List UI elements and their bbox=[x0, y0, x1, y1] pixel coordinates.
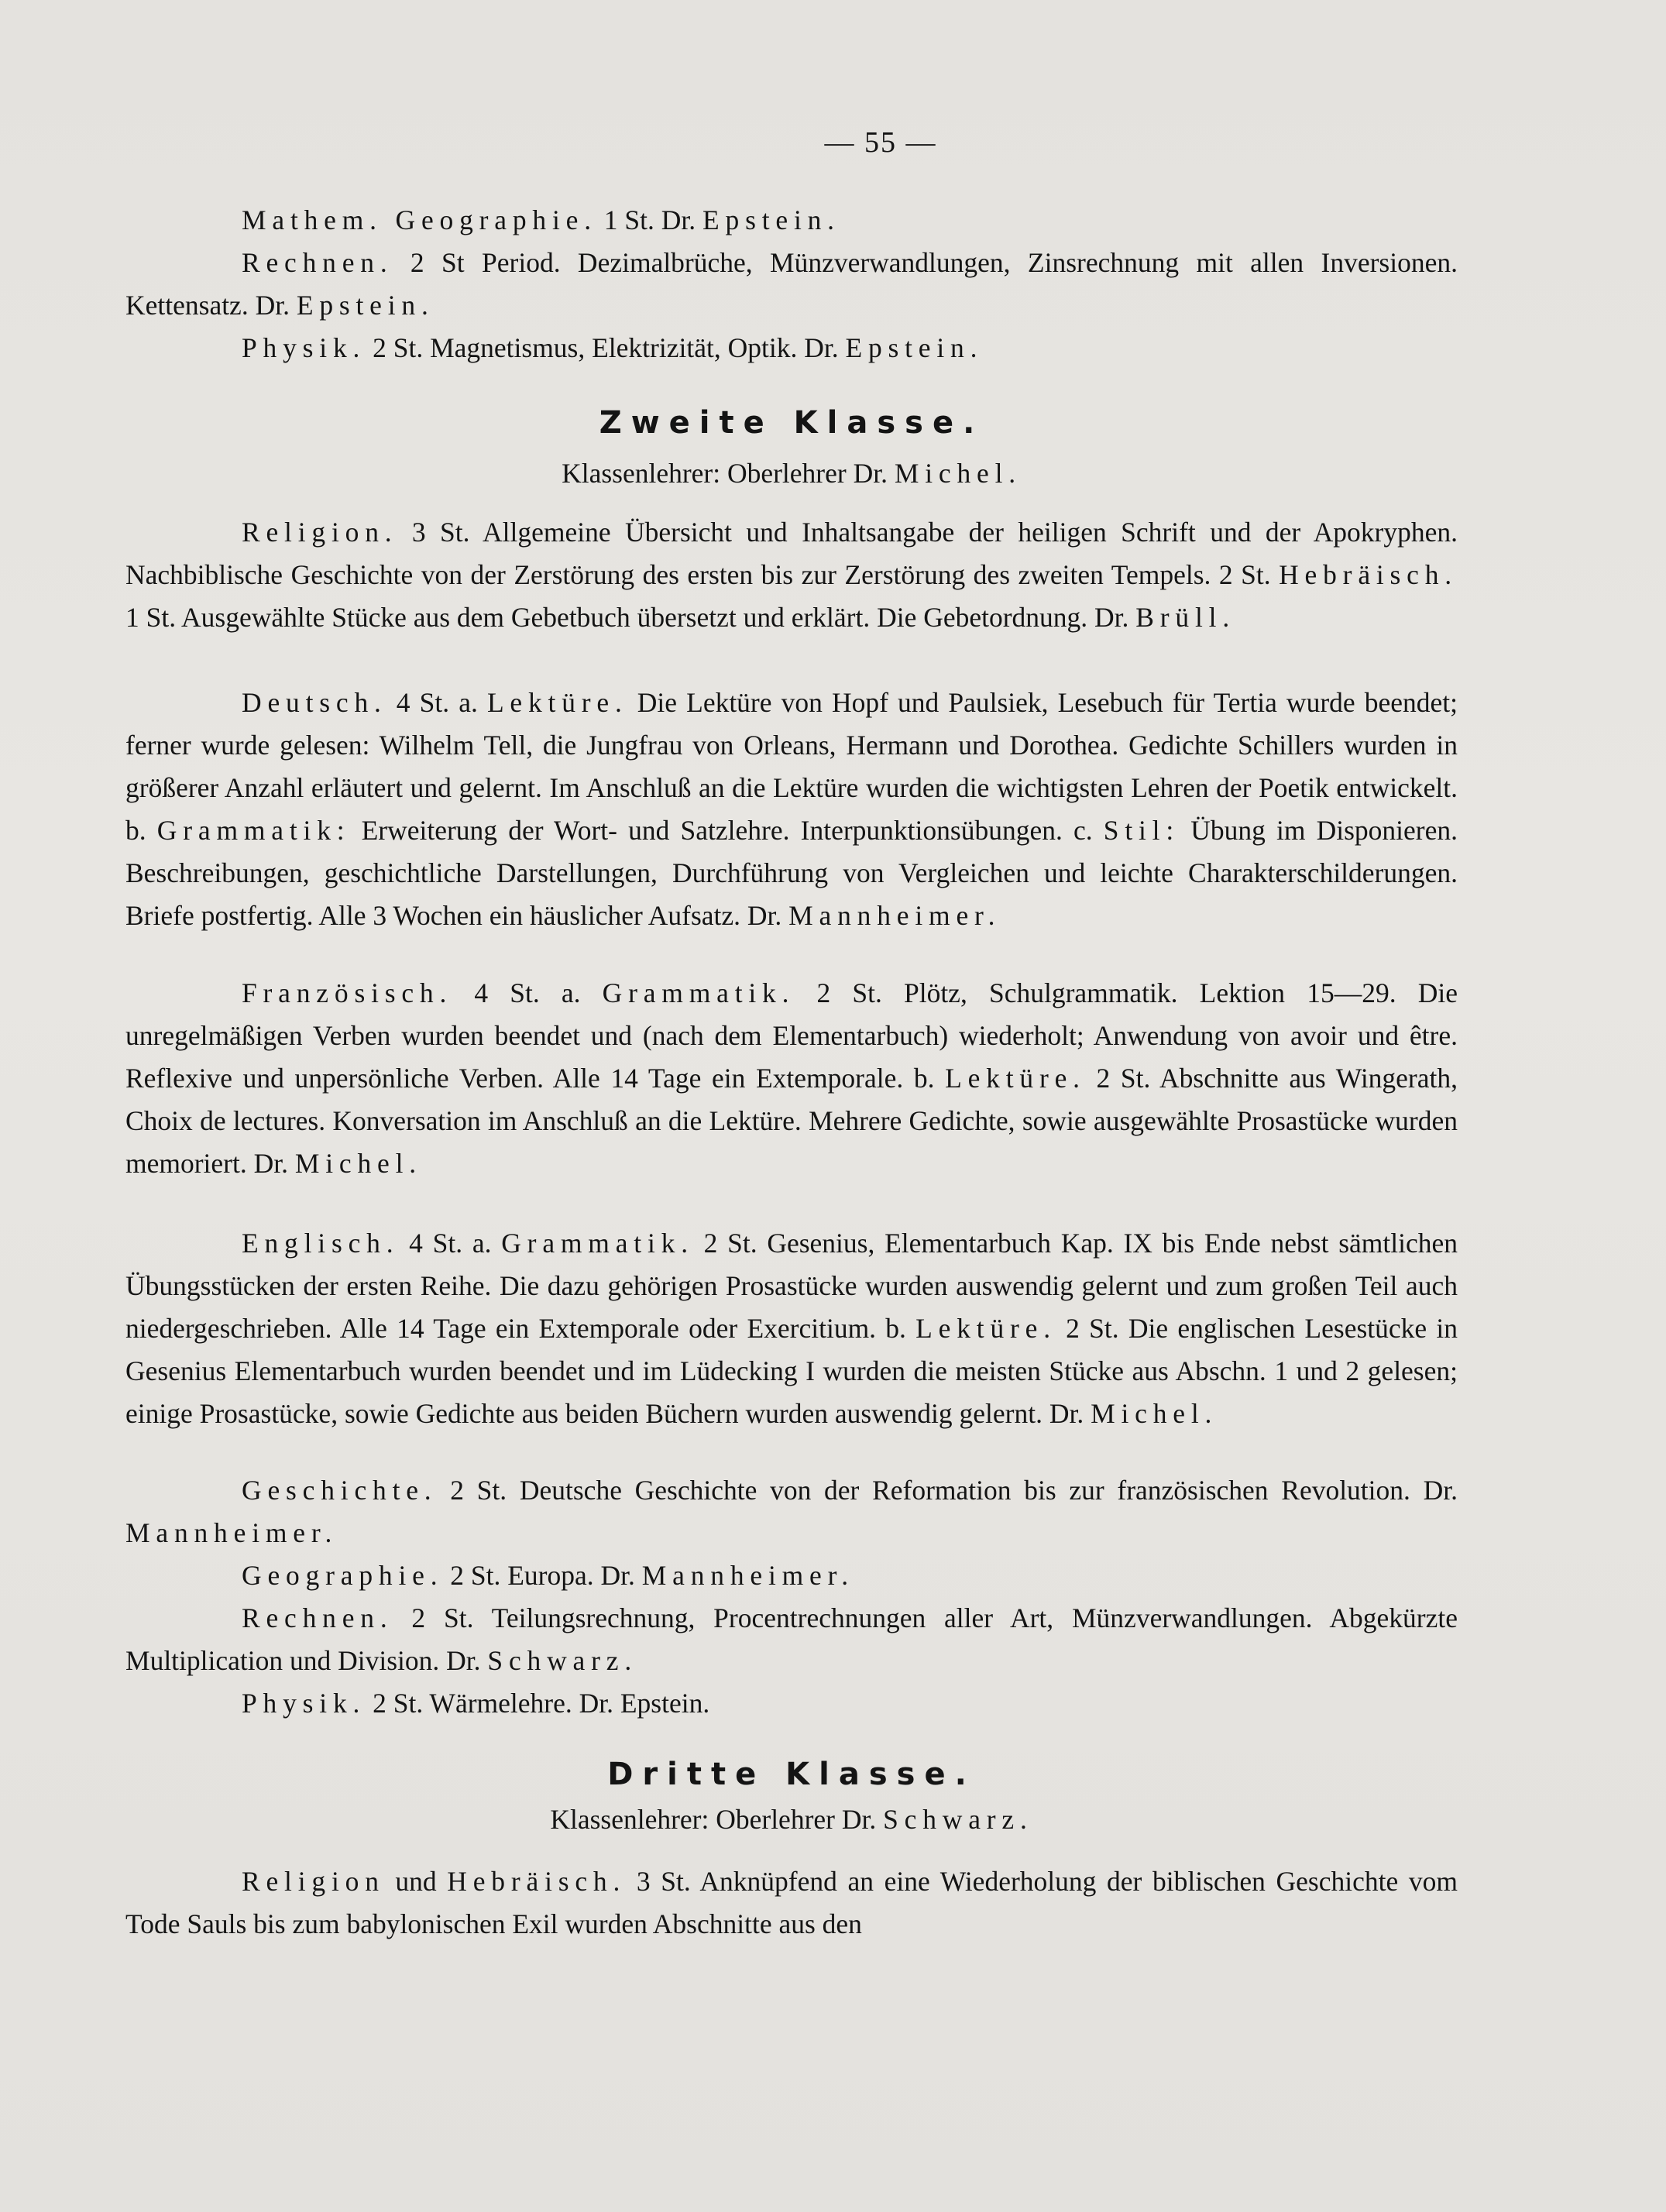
paragraph-text: 4 St. a. bbox=[399, 1228, 502, 1259]
paragraph-franzoesisch bbox=[125, 972, 1458, 1185]
paragraph-text: 2 St. Deutsche Geschichte von der Reformation bis zur französischen Revolution. Dr. bbox=[437, 1475, 1458, 1506]
paragraph-text: 1 St. Ausgewählte Stücke aus dem Gebetbuch übersetzt und erklärt. Die Gebetordnung. Dr. bbox=[125, 602, 1136, 633]
subject-label: Rechnen. bbox=[242, 1602, 393, 1633]
subject-label: Grammatik. bbox=[501, 1228, 694, 1259]
subject-label: Geschichte. bbox=[242, 1475, 438, 1506]
paragraph-text: 4 St. a. bbox=[386, 687, 487, 718]
subject-label: Mathem. Geographie. bbox=[242, 204, 597, 235]
teacher-name: Schwarz. bbox=[487, 1645, 637, 1676]
subject-label: Religion. bbox=[242, 517, 398, 548]
subject-label: Lektüre. bbox=[486, 687, 628, 718]
paragraph-rechnen-zweite bbox=[125, 1597, 1458, 1682]
teacher-name: Michel. bbox=[294, 1148, 422, 1179]
subject-label: Physik. bbox=[242, 1688, 366, 1719]
paragraph-rechnen bbox=[125, 242, 1458, 327]
paragraph-text: und bbox=[384, 1866, 448, 1897]
page-number: — 55 — bbox=[824, 126, 937, 159]
class-teacher-line bbox=[125, 457, 1458, 489]
section-heading-dritte-klasse: Dritte Klasse. bbox=[607, 1757, 976, 1792]
subject-label: Rechnen. bbox=[242, 247, 393, 278]
subject-label: Lektüre. bbox=[915, 1313, 1056, 1344]
paragraph-text: 2 St. Magnetismus, Elektrizität, Optik. Dr. bbox=[366, 332, 846, 363]
paragraph-text: 2 St. Wärmelehre. Dr. Epstein. bbox=[366, 1688, 710, 1719]
teacher-name: Mannheimer. bbox=[125, 1517, 338, 1548]
subject-label: Englisch. bbox=[242, 1228, 400, 1259]
class-teacher-line bbox=[125, 1803, 1458, 1836]
paragraph-physik-zweite bbox=[125, 1682, 1458, 1725]
subject-label: Grammatik. bbox=[602, 977, 795, 1008]
paragraph-text: 2 St. Europa. Dr. bbox=[443, 1560, 642, 1591]
teacher-name: Michel. bbox=[1091, 1398, 1218, 1429]
teacher-name: Mannheimer. bbox=[641, 1560, 854, 1591]
subject-label: Religion bbox=[242, 1866, 385, 1897]
paragraph-religion-dritte bbox=[125, 1860, 1458, 1946]
paragraph-text: 2 St. Die englischen Lesestücke in Gesenius Elementarbuch wurden beendet und im Lüdecking I wurden die meisten Stücke aus Abschn. 1 und 2 gelesen; einige Prosastücke, sowie Gedichte aus beiden Büchern wurden auswendig gelernt. Dr. bbox=[125, 1313, 1458, 1429]
paragraph-physik bbox=[125, 327, 1458, 369]
subject-label: Französisch. bbox=[242, 977, 453, 1008]
paragraph-text: 2 St. Plötz, Schulgrammatik. Lektion 15—29. Die unregelmäßigen Verben wurden beendet und (nach dem Elementarbuch) wiederholt; Anwendung von avoir und être. Reflexive und unpersönliche Verben. Alle 14 Tage ein Extemporale. b. bbox=[125, 977, 1458, 1094]
subject-label: Physik. bbox=[242, 332, 366, 363]
teacher-name: Epstein. bbox=[296, 290, 435, 321]
paragraph-text: Übung im Disponieren. Beschreibungen, geschichtliche Darstellungen, Durchführung von Vergleichen und leichte Charakterschilderungen. Briefe postfertig. Alle 3 Wochen ein häuslicher Aufsatz. Dr. bbox=[125, 815, 1458, 931]
paragraph-text: 2 St Period. Dezimalbrüche, Münzverwandlungen, Zinsrechnung mit allen Inversionen. Kettensatz. Dr. bbox=[125, 247, 1458, 321]
paragraph-deutsch bbox=[125, 682, 1458, 937]
subject-label: Hebräisch. bbox=[1279, 559, 1458, 590]
paragraph-text: 2 St. Teilungsrechnung, Procentrechnungen aller Art, Münzverwandlungen. Abgekürzte Multiplication und Division. Dr. bbox=[125, 1602, 1458, 1676]
teacher-name: Epstein. bbox=[845, 332, 984, 363]
subject-label: Grammatik: bbox=[156, 815, 351, 846]
section-heading-zweite-klasse: Zweite Klasse. bbox=[599, 405, 984, 441]
paragraph-text: 2 St. Gesenius, Elementarbuch Kap. IX bis Ende nebst sämtlichen Übungsstücken der ersten Reihe. Die dazu gehörigen Prosastücke wurden auswendig gelernt und zum großen Teil auch niedergeschrieben. Alle 14 Tage ein Extemporale oder Exercitium. b. bbox=[125, 1228, 1458, 1344]
subject-label: Stil: bbox=[1103, 815, 1180, 846]
class-teacher-label: Klassenlehrer: Oberlehrer Dr. bbox=[562, 458, 895, 489]
teacher-name: Brüll. bbox=[1135, 602, 1236, 633]
paragraph-geschichte bbox=[125, 1469, 1458, 1554]
paragraph-text: 4 St. a. bbox=[452, 977, 603, 1008]
subject-label: Lektüre. bbox=[945, 1063, 1086, 1094]
teacher-name: Mannheimer. bbox=[788, 900, 1001, 931]
subject-label: Deutsch. bbox=[242, 687, 387, 718]
paragraph-mathem-geographie bbox=[125, 199, 1458, 242]
paragraph-englisch bbox=[125, 1222, 1458, 1435]
paragraph-text: 1 St. Dr. bbox=[596, 204, 703, 235]
subject-label: Hebräisch. bbox=[447, 1866, 627, 1897]
paragraph-text: 3 St. Anknüpfend an eine Wiederholung der biblischen Geschichte vom Tode Sauls bis zum babylonischen Exil wurden Abschnitte aus den bbox=[125, 1866, 1458, 1939]
paragraph-text: Die Lektüre von Hopf und Paulsiek, Lesebuch für Tertia wurde beendet; ferner wurde gelesen: Wilhelm Tell, die Jungfrau von Orleans, Hermann und Dorothea. Gedichte Schillers wurden in größerer Anzahl erläutert und gelernt. Im Anschluß an die Lektüre wurden die wichtigsten Lehren der Poetik entwickelt. b. bbox=[125, 687, 1458, 846]
paragraph-text: Erweiterung der Wort- und Satzlehre. Interpunktionsübungen. c. bbox=[350, 815, 1104, 846]
paragraph-text: 3 St. Allgemeine Übersicht und Inhaltsangabe der heiligen Schrift und der Apokryphen. Nachbiblische Geschichte von der Zerstörung des ersten bis zur Zerstörung des zweiten Tempels. 2 St. bbox=[125, 517, 1458, 590]
paragraph-geographie bbox=[125, 1554, 1458, 1597]
paragraph-religion bbox=[125, 511, 1458, 639]
teacher-name: Epstein. bbox=[702, 204, 840, 235]
subject-label: Geographie. bbox=[242, 1560, 444, 1591]
paragraph-text: 2 St. Abschnitte aus Wingerath, Choix de lectures. Konversation im Anschluß an die Lektüre. Mehrere Gedichte, sowie ausgewählte Prosastücke wurden memoriert. Dr. bbox=[125, 1063, 1458, 1179]
class-teacher-label: Klassenlehrer: Oberlehrer Dr. bbox=[550, 1804, 884, 1835]
class-teacher-name: Schwarz. bbox=[883, 1804, 1033, 1835]
class-teacher-name: Michel. bbox=[894, 458, 1022, 489]
